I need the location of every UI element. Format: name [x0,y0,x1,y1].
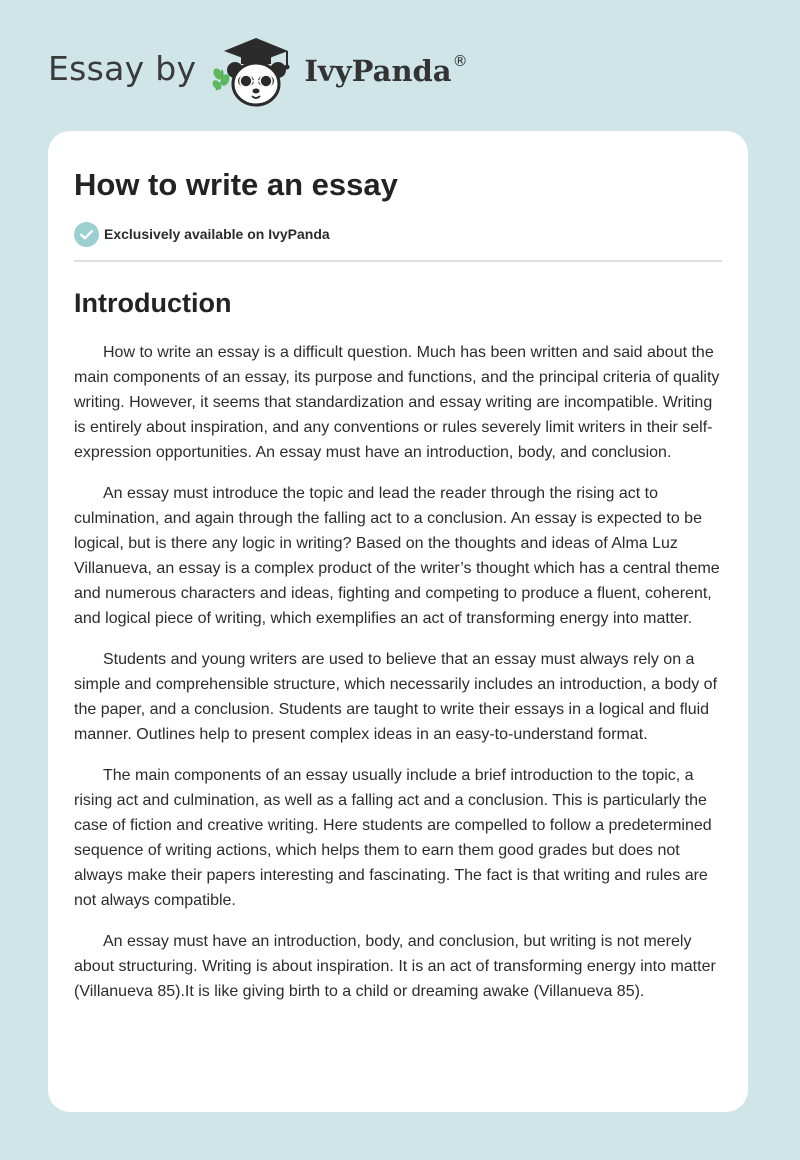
panda-graduate-icon [208,34,300,110]
brand-prefix: Essay by [48,48,197,88]
section-heading: Introduction [74,288,232,318]
brand-name: IvyPanda [304,54,452,88]
brand-header [48,34,468,110]
paragraph: Students and young writers are used to believe that an essay must always rely on a simple and comprehensible structure, which necessarily includes an introduction, a body of the paper, and a conclusion. Students are taught to write their essays in a logical and fluid manner. Outlines help to present complex ideas in an easy-to-understand format. [74,651,718,743]
essay-body [74,340,722,1004]
exclusive-badge-label: Exclusively available on IvyPanda [104,226,330,242]
brand-registered-mark: ® [452,52,468,70]
check-circle-icon [74,222,99,247]
exclusive-badge [74,221,722,247]
essay-card [48,131,748,1112]
paragraph: How to write an essay is a difficult question. Much has been written and said about the main components of an essay, its purpose and functions, and the principal criteria of quality writing. However, it seems that standardization and essay writing are incompatible. Writing is entirely about inspiration, and any conventions or rules severely limit writers in their self-expression opportunities. An essay must have an introduction, body, and conclusion. [74,344,720,461]
paragraph: An essay must have an introduction, body, and conclusion, but writing is not merely about structuring. Writing is about inspiration. It is an act of transforming energy into matter (Villanueva 85).It is like giving birth to a child or dreaming awake (Villanueva 85). [74,933,716,1000]
page-title: How to write an essay [74,167,398,202]
paragraph: An essay must introduce the topic and lead the reader through the rising act to culmination, and again through the falling act to a conclusion. An essay is expected to be logical, but is there any logic in writing? Based on the thoughts and ideas of Alma Luz Villanueva, an essay is a complex product of the writer’s thought which has a central theme and numerous characters and ideas, fighting and competing to produce a fluent, coherent, and logical piece of writing, which exemplifies an act of transforming energy into matter. [74,485,720,627]
paragraph: The main components of an essay usually include a brief introduction to the topic, a rising act and culmination, as well as a falling act and a conclusion. This is particularly the case of fiction and creative writing. Here students are compelled to follow a predetermined sequence of writing actions, which helps them to earn them good grades but does not always make their papers interesting and fascinating. The fact is that writing and rules are not always compatible. [74,767,712,909]
title-divider [74,260,722,262]
